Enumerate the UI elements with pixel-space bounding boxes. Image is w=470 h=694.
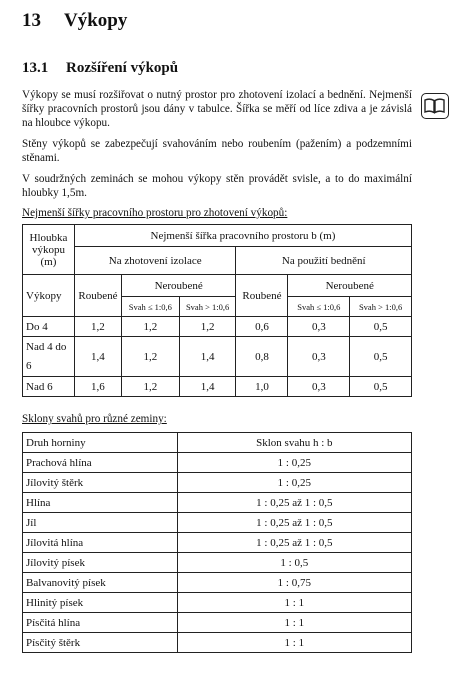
header-braced-formwork: Roubené (236, 275, 288, 317)
table-cell: 1,2 (121, 377, 179, 397)
table-cell: 1,2 (121, 317, 179, 337)
table-row (23, 593, 412, 613)
table-cell: 0,3 (288, 337, 350, 377)
table-cell: 0,6 (236, 317, 288, 337)
slope-value: 1 : 0,25 (177, 473, 411, 493)
table-cell: 1,0 (236, 377, 288, 397)
slope-table (22, 432, 412, 653)
header-excavation: Výkopy (23, 275, 75, 317)
header-slope-gt-formwork: Svah > 1:0,6 (350, 297, 412, 317)
table-row (23, 573, 412, 593)
slope-value: 1 : 0,25 (177, 453, 411, 473)
header-braced-insulation: Roubené (74, 275, 121, 317)
table-cell: 0,5 (350, 317, 412, 337)
table-cell: 1,2 (179, 317, 236, 337)
header-unbraced-formwork: Neroubené (288, 275, 412, 297)
header-unbraced-insulation: Neroubené (121, 275, 236, 297)
row-depth: Nad 4 do 6 (23, 337, 75, 377)
header-soil-type: Druh horniny (23, 433, 178, 453)
table2-caption: Sklony svahů pro různé zeminy: (22, 413, 167, 425)
table-row (23, 493, 412, 513)
slope-value: 1 : 1 (177, 613, 411, 633)
table-row (23, 533, 412, 553)
chapter-heading (22, 10, 127, 32)
slope-value: 1 : 0,5 (177, 553, 411, 573)
chapter-title: Výkopy (64, 10, 128, 31)
row-depth: Nad 6 (23, 377, 75, 397)
book-icon (421, 93, 449, 119)
section-title: Rozšíření výkopů (66, 60, 179, 76)
header-slope-le-formwork: Svah ≤ 1:0,6 (288, 297, 350, 317)
chapter-number: 13 (22, 10, 41, 31)
slope-value: 1 : 0,25 až 1 : 0,5 (177, 513, 411, 533)
soil-type: Hlína (23, 493, 178, 513)
paragraph-1: Výkopy se musí rozšiřovat o nutný prostor pro zhotovení izolací a bednění. Nejmenší šířky pracovních prostorů jsou dány v tabulce. Šířka se měří od líce zdiva a je závislá na hloubce výkopu. (22, 89, 412, 129)
slope-value: 1 : 0,75 (177, 573, 411, 593)
soil-type: Prachová hlína (23, 453, 178, 473)
table-row (23, 473, 412, 493)
table-cell: 0,5 (350, 337, 412, 377)
soil-type: Hlinitý písek (23, 593, 178, 613)
table-cell: 1,6 (74, 377, 121, 397)
paragraph-2: Stěny výkopů se zabezpečují svahováním nebo roubením (pažením) a podzemními stěnami. (22, 138, 412, 164)
row-depth: Do 4 (23, 317, 75, 337)
soil-type: Písčitá hlína (23, 613, 178, 633)
paragraph-3: V soudržných zeminách se mohou výkopy stěn provádět svisle, a to do maximální hloubky 1,5m. (22, 173, 412, 199)
header-slope-le-insulation: Svah ≤ 1:0,6 (121, 297, 179, 317)
table-row (23, 633, 412, 653)
table-cell: 0,3 (288, 317, 350, 337)
table-row (23, 613, 412, 633)
soil-type: Písčitý štěrk (23, 633, 178, 653)
table1-caption: Nejmenší šířky pracovního prostoru pro zhotovení výkopů: (22, 207, 288, 219)
table-cell: 0,8 (236, 337, 288, 377)
table-row (23, 377, 412, 397)
table-cell: 1,4 (179, 377, 236, 397)
table-row (23, 553, 412, 573)
header-slope-gt-insulation: Svah > 1:0,6 (179, 297, 236, 317)
soil-type: Balvanovitý písek (23, 573, 178, 593)
table-row (23, 317, 412, 337)
header-min-width: Nejmenší šířka pracovního prostoru b (m) (74, 225, 411, 247)
table-cell: 1,4 (179, 337, 236, 377)
table-cell: 1,4 (74, 337, 121, 377)
table-cell: 0,3 (288, 377, 350, 397)
table-row (23, 337, 412, 377)
table-row (23, 453, 412, 473)
slope-value: 1 : 1 (177, 633, 411, 653)
soil-type: Jílovitý písek (23, 553, 178, 573)
table-cell: 1,2 (74, 317, 121, 337)
section-heading (22, 60, 178, 77)
table-row (23, 513, 412, 533)
slope-value: 1 : 0,25 až 1 : 0,5 (177, 493, 411, 513)
header-depth: Hloubka výkopu (m) (23, 225, 75, 275)
soil-type: Jílovitý štěrk (23, 473, 178, 493)
table-cell: 1,2 (121, 337, 179, 377)
section-number: 13.1 (22, 60, 49, 76)
header-slope: Sklon svahu h : b (177, 433, 411, 453)
slope-value: 1 : 0,25 až 1 : 0,5 (177, 533, 411, 553)
soil-type: Jílovitá hlína (23, 533, 178, 553)
header-insulation: Na zhotovení izolace (74, 247, 236, 275)
slope-value: 1 : 1 (177, 593, 411, 613)
workspace-width-table (22, 224, 412, 397)
header-formwork: Na použití bednění (236, 247, 412, 275)
table-cell: 0,5 (350, 377, 412, 397)
soil-type: Jíl (23, 513, 178, 533)
